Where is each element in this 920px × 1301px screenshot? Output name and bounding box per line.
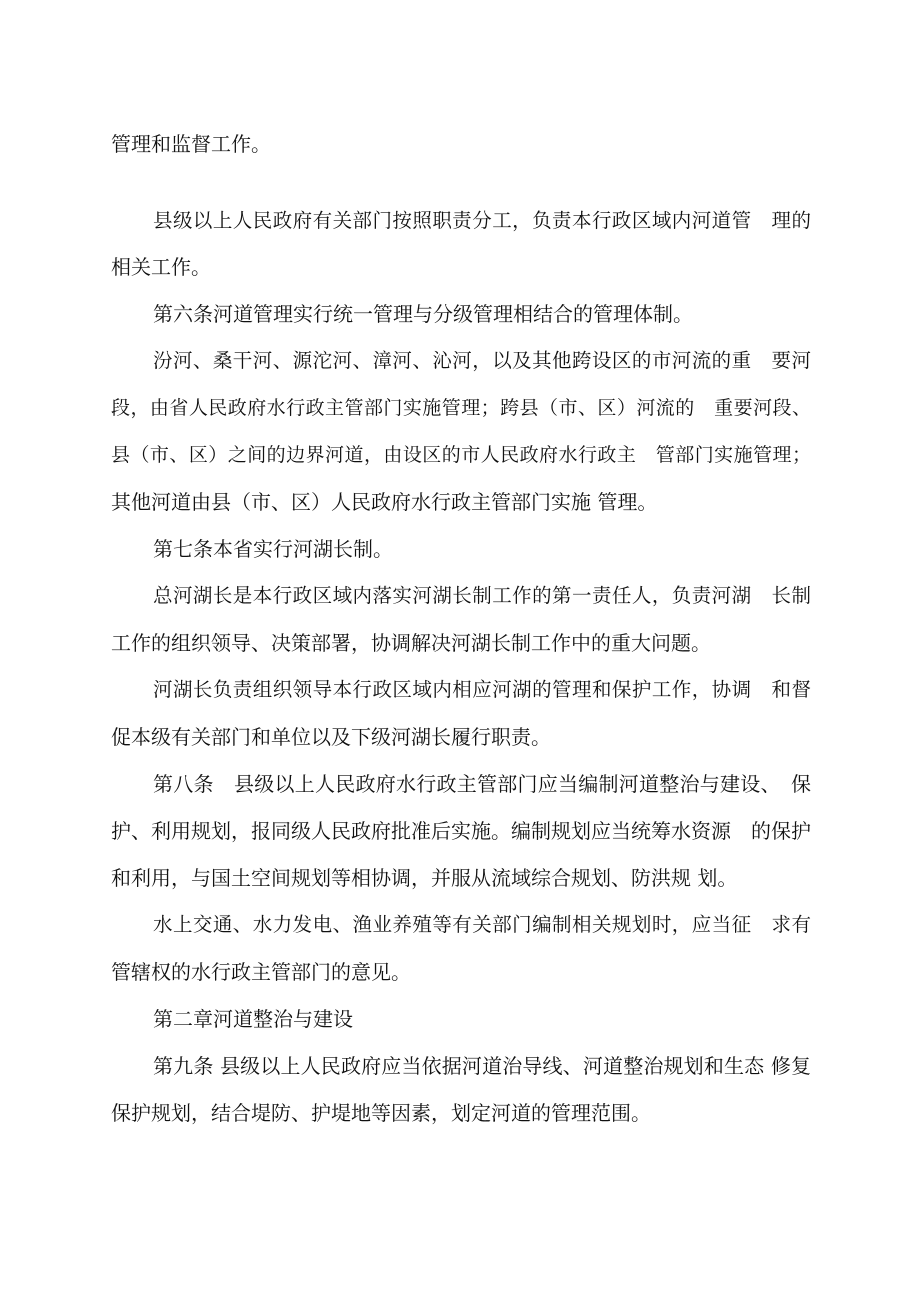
text-line: 总河湖长是本行政区域内落实河湖长制工作的第一责任人，负责河湖 长制 (153, 584, 811, 607)
text-line: 其他河道由县（市、区）人民政府水行政主管部门实施 管理。 (111, 490, 658, 514)
text-line: 保护规划，结合堤防、护堤地等因素，划定河道的管理范围。 (111, 1101, 651, 1125)
text-line: 第六条河道管理实行统一管理与分级管理相结合的管理体制。 (153, 302, 693, 326)
text-line: 河湖长负责组织领导本行政区域内相应河湖的管理和保护工作，协调 和督 (153, 678, 811, 701)
text-line: 汾河、桑干河、源沱河、漳河、沁河，以及其他跨设区的市河流的重 要河 (153, 349, 811, 372)
text-line: 管辖权的水行政主管部门的意见。 (111, 960, 411, 984)
text-line: 护、利用规划，报同级人民政府批准后实施。编制规划应当统筹水资源 的保护 (111, 819, 811, 843)
text-line: 第九条 县级以上人民政府应当依据河道治导线、河道整治规划和生态 修复 (153, 1054, 811, 1078)
chapter-heading: 第二章河道整治与建设 (153, 1007, 353, 1031)
text-line: 县级以上人民政府有关部门按照职责分工，负责本行政区域内河道管 理的 (153, 209, 811, 232)
text-line: 水上交通、水力发电、渔业养殖等有关部门编制相关规划时，应当征 求有 (153, 913, 811, 936)
text-line: 工作的组织领导、决策部署，协调解决河湖长制工作中的重大问题。 (111, 631, 711, 655)
text-line: 第八条 县级以上人民政府水行政主管部门应当编制河道整治与建设、 保 (153, 772, 811, 796)
text-line: 相关工作。 (111, 255, 211, 279)
text-line: 管理和监督工作。 (111, 132, 271, 156)
text-line: 段，由省人民政府水行政主管部门实施管理；跨县（市、区）河流的 重要河段、 (111, 397, 811, 419)
text-line: 第七条本省实行河湖长制。 (153, 537, 393, 561)
text-line: 和利用，与国土空间规划等相协调，并服从流域综合规划、防洪规 划。 (111, 866, 738, 890)
text-line: 县（市、区）之间的边界河道，由设区的市人民政府水行政主 管部门实施管理； (111, 444, 811, 466)
text-line: 促本级有关部门和单位以及下级河湖长履行职责。 (111, 725, 551, 749)
